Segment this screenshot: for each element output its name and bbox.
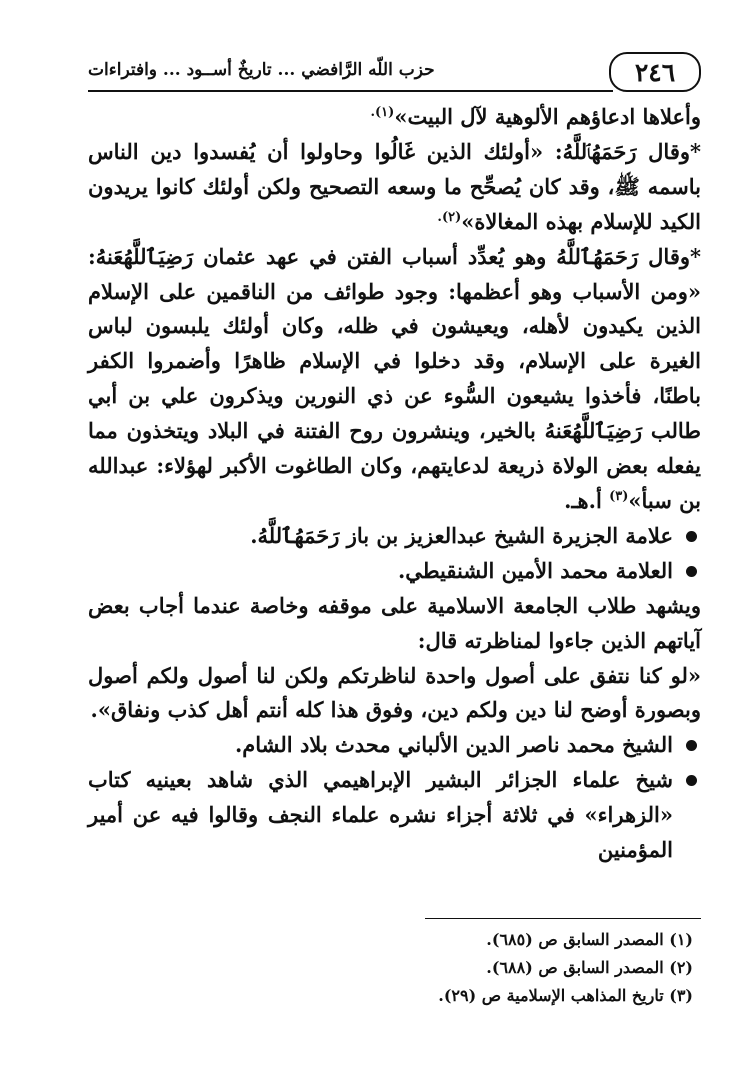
footnote-ref-2: (٢). xyxy=(437,209,462,225)
paragraph-1-text: وأعلاها ادعاؤهم الألوهية لآل البيت» xyxy=(394,104,701,129)
bullet-icon xyxy=(686,566,697,577)
footnote-3: (٣) تاريخ المذاهب الإسلامية ص (٢٩). xyxy=(438,986,693,1005)
bullet-item-1-text: علامة الجزيرة الشيخ عبدالعزيز بن باز رَحَمَهُٱللَّهُ. xyxy=(250,522,673,548)
running-title: حزب اللّه الرَّافضي ... تاريخٌ أســود ... وافتراءات xyxy=(88,60,435,80)
paragraph-2 xyxy=(88,135,701,240)
paragraph-4: ويشهد طلاب الجامعة الاسلامية على موقفه وخاصة عندما أجاب بعض آياتهم الذين جاءوا لمناظرته قال: xyxy=(88,592,701,653)
paragraph-3-text: *وقال رَحَمَهُٱللَّهُ وهو يُعدِّد أسباب الفتن في عهد عثمان رَضِيَٱللَّهُعَنهُ: «ومن الأسباب وهو أعظمها: وجود طوائف من الناقمين على الإسلام الذين يكيدون لأهله، ويعيشون في ظله، وكان أولئك يلبسون لباس الغيرة على الإسلام، وقد دخلوا في الإسلام ظاهرًا وأضمروا الكفر باطنًا، فأخذوا يشيعون السُّوء عن ذي النورين ويذكرون علي بن أبي طالب رَضِيَٱللَّهُعَنهُ بالخير، وينشرون روح الفتنة في البلاد ويتخذون مما يفعله بعض الولاة ذريعة لدعايتهم، وكان الطاغوت الأكبر لهؤلاء: عبدالله بن سبأ» xyxy=(88,243,701,513)
paragraph-2-text: *وقال رَحَمَهُٱللَّهُ: «أولئك الذين غَالُوا وحاولوا أن يُفسدوا دين الناس باسمه ﷺ، وقد كان يُصحِّح ما وسعه التصحيح ولكن أولئك كانوا يريدون الكيد للإسلام بهذه المغالاة» xyxy=(88,138,701,234)
paragraph-3 xyxy=(88,240,701,519)
body-text xyxy=(88,100,701,868)
bullet-item-4-text: شيخ علماء الجزائر البشير الإبراهيمي الذي شاهد بعينيه كتاب «الزهراء» في ثلاثة أجزاء نشره علماء النجف وقالوا فيه عن أمير المؤمنين xyxy=(88,767,673,863)
bullet-icon xyxy=(686,531,697,542)
page-header xyxy=(88,50,701,92)
bullet-item-3-text: الشيخ محمد ناصر الدين الألباني محدث بلاد الشام. xyxy=(234,732,673,758)
footnote-ref-3: (٣) xyxy=(609,488,629,504)
bullet-item-1 xyxy=(88,519,701,554)
bullet-icon xyxy=(686,775,697,786)
footnote-ref-1: (١). xyxy=(370,105,395,120)
bullet-item-2-text: العلامة محمد الأمين الشنقيطي. xyxy=(398,557,673,583)
bullet-item-2 xyxy=(88,554,701,589)
bullet-icon xyxy=(686,740,697,751)
header-rule xyxy=(88,90,613,92)
footnote-1: (١) المصدر السابق ص (٦٨٥). xyxy=(486,930,693,949)
paragraph-5: «لو كنا نتفق على أصول واحدة لناظرتكم ولكن لنا أصول ولكم أصول وبصورة أوضح لنا دين ولكم دين، وفوق هذا كله أنتم أهل كذب ونفاق». xyxy=(88,662,701,723)
footnotes xyxy=(300,926,693,1010)
bullet-item-3 xyxy=(88,728,701,763)
footnote-2: (٢) المصدر السابق ص (٦٨٨). xyxy=(486,958,693,977)
paragraph-1 xyxy=(88,100,701,135)
paragraph-3-end: أ.هـ. xyxy=(564,487,610,513)
page-number: ٢٤٦ xyxy=(609,52,701,92)
footnote-rule xyxy=(425,918,701,919)
bullet-item-4 xyxy=(88,763,701,868)
